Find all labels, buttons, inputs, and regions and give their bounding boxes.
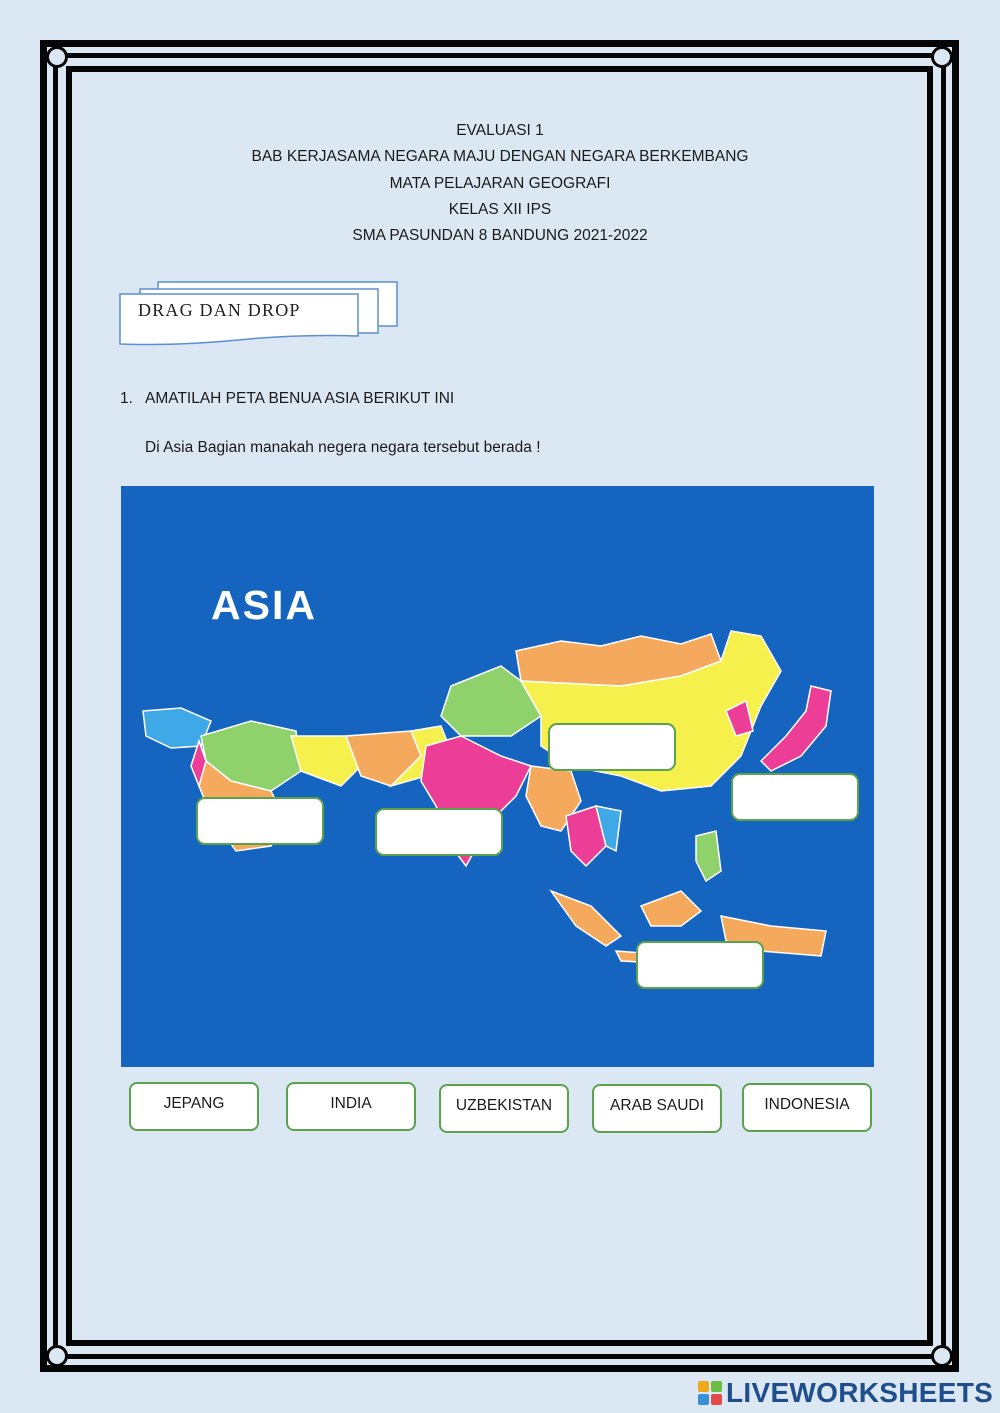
header-evaluation-title: EVALUASI 1 [456,122,544,139]
drag-item-arab-saudi[interactable]: ARAB SAUDI [592,1084,722,1133]
drag-item-indonesia[interactable]: INDONESIA [742,1083,872,1132]
question-instruction: Di Asia Bagian manakah negera negara tersebut berada ! [145,439,541,456]
liveworksheets-logo-text: LIVEWORKSHEETS [726,1377,994,1408]
drag-item-uzbekistan[interactable]: UZBEKISTAN [439,1084,569,1133]
map-title: ASIA [211,582,317,628]
drag-item-jepang[interactable]: JEPANG [129,1082,259,1131]
header-school: SMA PASUNDAN 8 BANDUNG 2021-2022 [352,227,648,245]
drop-zone-south-asia[interactable] [375,808,503,856]
liveworksheets-logo-icon [698,1381,724,1407]
frame-corner-ring-icon [46,46,68,68]
drag-drop-label: DRAG DAN DROP [138,300,301,320]
drop-zone-southeast-asia[interactable] [636,941,764,989]
worksheet-header [0,118,1000,249]
header-chapter-title: BAB KERJASAMA NEGARA MAJU DENGAN NEGARA BERKEMBANG [251,148,749,166]
frame-corner-ring-icon [46,1345,68,1367]
drop-zone-east-asia[interactable] [548,723,676,771]
frame-corner-ring-icon [931,46,953,68]
question-text: AMATILAH PETA BENUA ASIA BERIKUT INI [145,390,455,407]
header-subject: MATA PELAJARAN GEOGRAFI [389,174,611,192]
header-class: KELAS XII IPS [448,200,552,218]
drag-item-india[interactable]: INDIA [286,1082,416,1131]
frame-corner-ring-icon [931,1345,953,1367]
question-1 [120,390,454,408]
drop-zone-far-east[interactable] [731,773,859,821]
question-number: 1. [120,390,133,407]
drop-zone-middle-east[interactable] [196,797,324,845]
